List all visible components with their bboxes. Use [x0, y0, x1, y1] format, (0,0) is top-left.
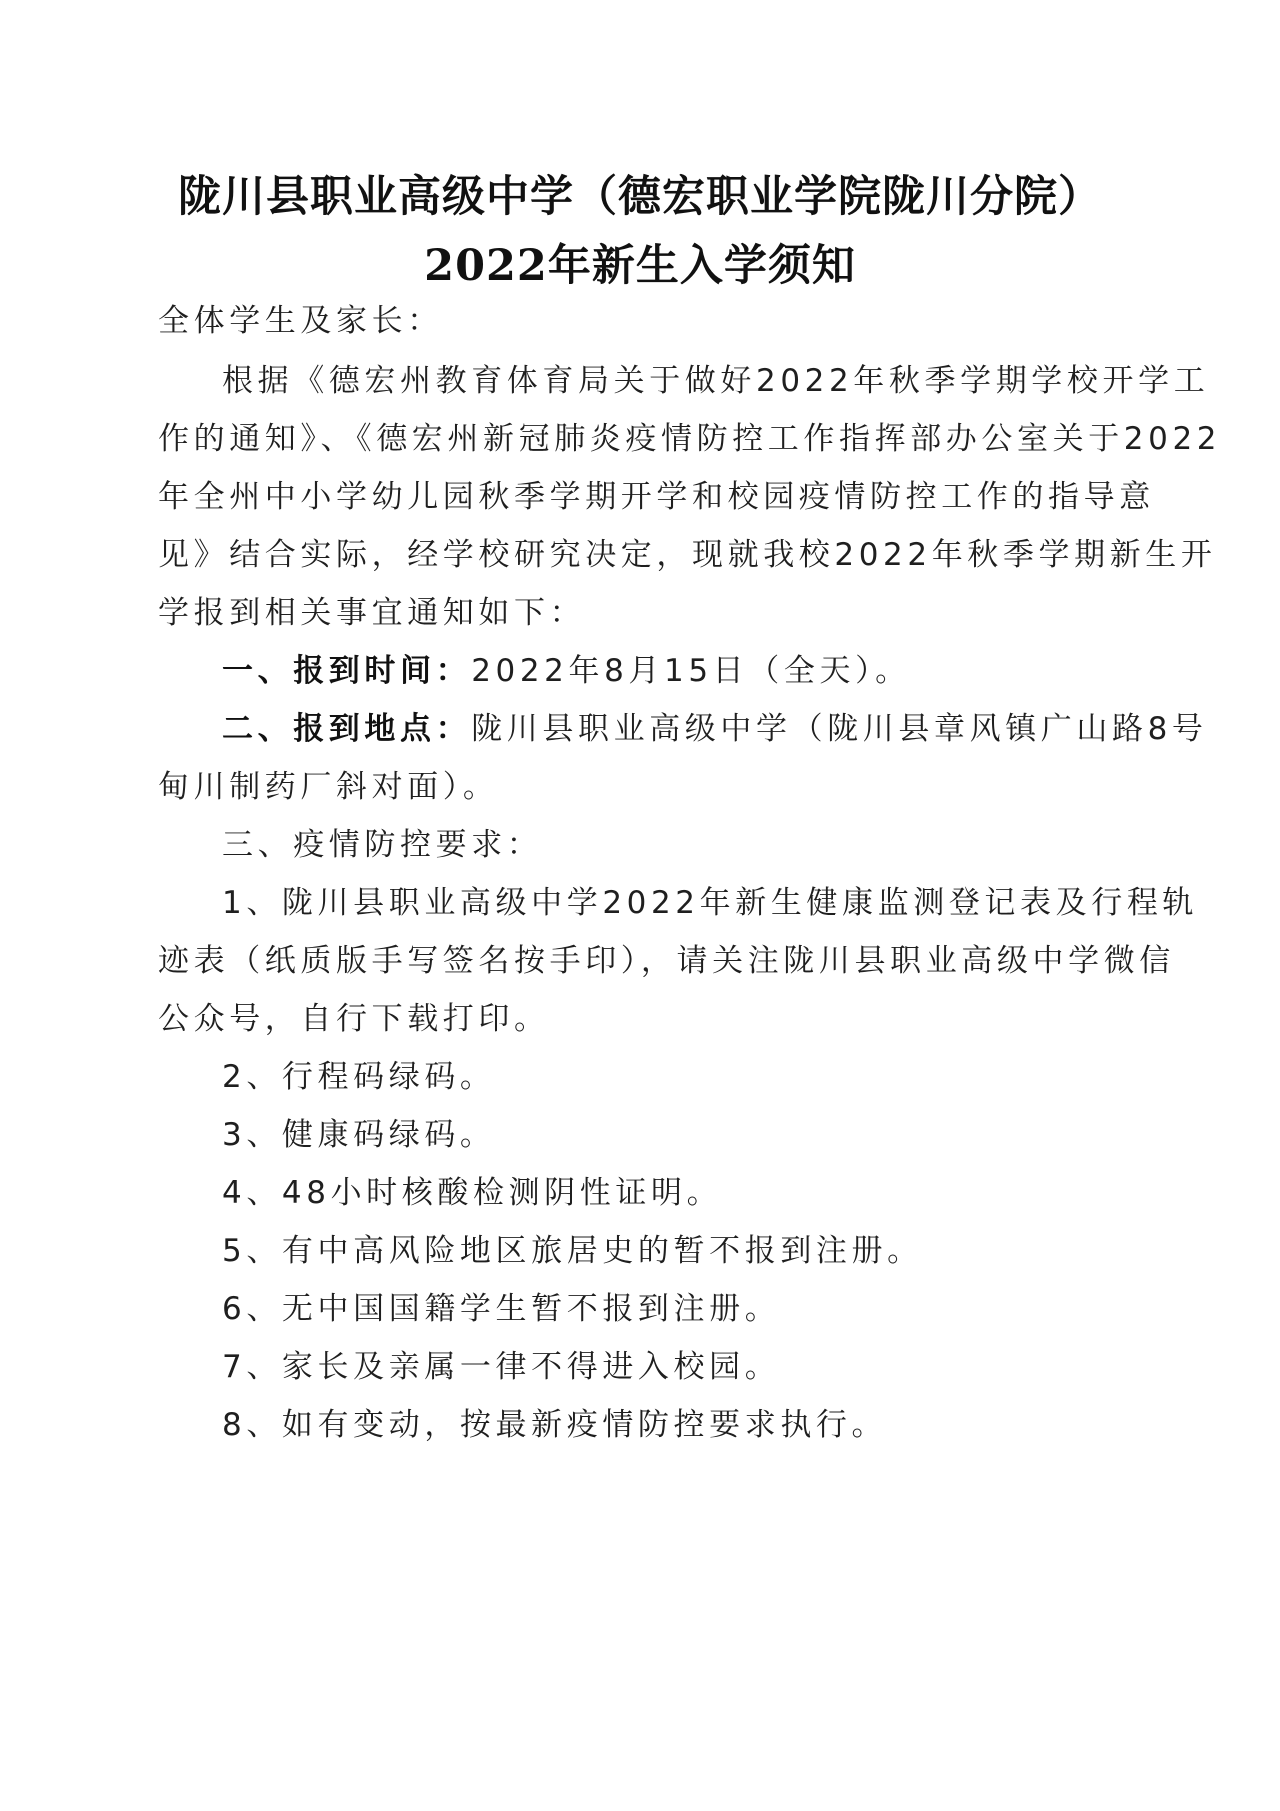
epidemic-item: 8、如有变动，按最新疫情防控要求执行。 [222, 1407, 888, 1443]
document-title-line1: 陇川县职业高级中学（德宏职业学院陇川分院） [178, 172, 1102, 222]
section-report-time [222, 645, 1128, 690]
epidemic-item: 2、行程码绿码。 [222, 1059, 496, 1095]
epidemic-item: 5、有中高风险地区旅居史的暂不报到注册。 [222, 1233, 923, 1269]
intro-line: 作的通知》、《德宏州新冠肺炎疫情防控工作指挥部办公室关于2022 [158, 421, 1222, 457]
epidemic-item: 6、无中国国籍学生暂不报到注册。 [222, 1291, 781, 1327]
section-report-location-line2: 甸川制药厂斜对面）。 [158, 769, 499, 805]
section-report-time-text: 2022年8月15日（全天）。 [471, 653, 911, 689]
epidemic-item-1-line: 1、陇川县职业高级中学2022年新生健康监测登记表及行程轨 [222, 885, 1199, 921]
epidemic-item: 4、48小时核酸检测阴性证明。 [222, 1175, 723, 1211]
section-epidemic-heading [222, 819, 1128, 864]
section-report-location [222, 703, 1208, 748]
epidemic-item: 7、家长及亲属一律不得进入校园。 [222, 1349, 781, 1385]
document-title-line2: 2022年新生入学须知 [424, 241, 856, 291]
intro-line: 年全州中小学幼儿园秋季学期开学和校园疫情防控工作的指导意 [158, 479, 1155, 515]
intro-line: 学报到相关事宜通知如下： [158, 595, 586, 631]
epidemic-item: 3、健康码绿码。 [222, 1117, 496, 1153]
section-epidemic-label: 三、疫情防控要求： [222, 827, 543, 863]
intro-line: 根据《德宏州教育体育局关于做好2022年秋季学期学校开学工 [222, 363, 1210, 399]
intro-line: 见》结合实际，经学校研究决定，现就我校2022年秋季学期新生开 [158, 537, 1217, 573]
section-report-location-text: 陇川县职业高级中学（陇川县章风镇广山路8号 [471, 711, 1208, 747]
epidemic-item-1-line: 公众号，自行下载打印。 [158, 1001, 550, 1037]
section-report-location-label: 二、报到地点： [222, 711, 472, 747]
section-report-time-label: 一、报到时间： [222, 653, 472, 689]
epidemic-item-1-line: 迹表（纸质版手写签名按手印），请关注陇川县职业高级中学微信 [158, 943, 1175, 979]
salutation: 全体学生及家长： [158, 303, 443, 339]
